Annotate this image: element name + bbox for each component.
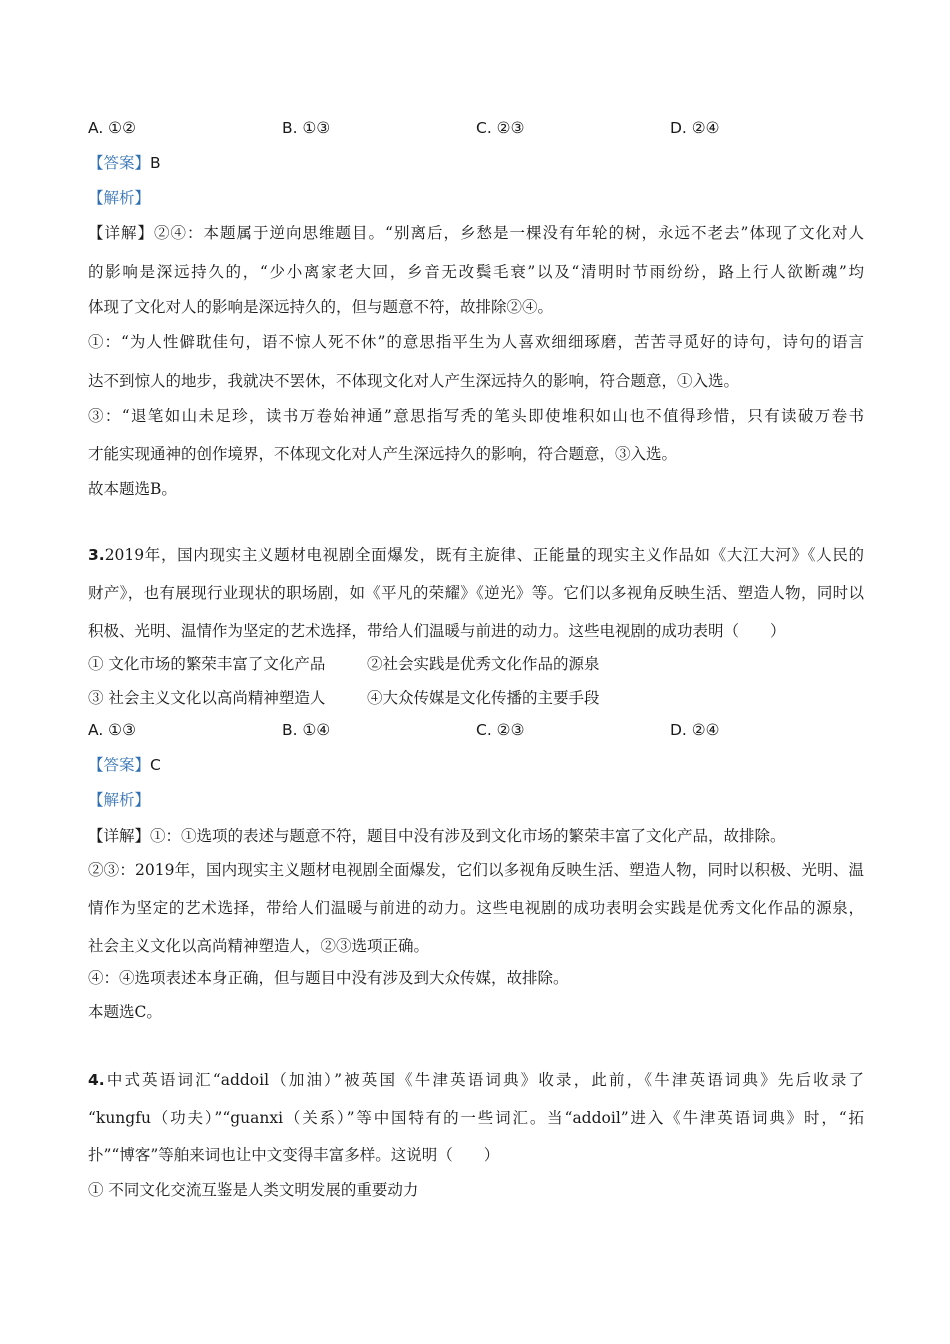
q2-analysis-line: ③：“退笔如山未足珍，读书万卷始神通”意思指写秃的笔头即使堆积如山也不值得珍惜，只有读破万卷书 — [88, 407, 864, 425]
q2-answer — [88, 153, 161, 173]
q4-stem-line: 4.中式英语词汇“addoil（加油）”被英国《牛津英语词典》收录，此前，《牛津英语词典》先后收录了 — [88, 1071, 864, 1089]
answer-value: B — [150, 154, 161, 172]
question-number: 4. — [88, 1071, 105, 1089]
q3-analysis-line: 本题选C。 — [88, 1003, 162, 1021]
q2-option-a[interactable]: A. ①② — [88, 119, 136, 137]
q4-stem-line: 扑”“博客”等舶来词也让中文变得丰富多样。这说明（ ） — [88, 1146, 500, 1164]
question-number: 3. — [88, 546, 105, 564]
q3-option-d[interactable]: D. ②④ — [670, 721, 720, 739]
q3-statement: ④大众传媒是文化传播的主要手段 — [367, 689, 600, 707]
q2-option-b[interactable]: B. ①③ — [282, 119, 331, 137]
q2-option-c[interactable]: C. ②③ — [476, 119, 525, 137]
q3-analysis-line: 情作为坚定的艺术选择，带给人们温暖与前进的动力。这些电视剧的成功表明会实践是优秀文化作品的源泉， — [88, 899, 864, 917]
q3-option-a[interactable]: A. ①③ — [88, 721, 136, 739]
q4-statement: ① 不同文化交流互鉴是人类文明发展的重要动力 — [88, 1181, 419, 1199]
q2-analysis-line: 体现了文化对人的影响是深远持久的，但与题意不符，故排除②④。 — [88, 298, 554, 316]
q2-analysis-line: 【详解】②④：本题属于逆向思维题目。“别离后，乡愁是一棵没有年轮的树，永远不老去”体现了文化对人 — [88, 224, 864, 242]
q3-analysis-line: 【详解】①：①选项的表述与题意不符，题目中没有涉及到文化市场的繁荣丰富了文化产品，故排除。 — [88, 827, 786, 845]
q3-option-b[interactable]: B. ①④ — [282, 721, 331, 739]
q4-stem-line: “kungfu（功夫）”“guanxi（关系）”等中国特有的一些词汇。当“addoil”进入《牛津英语词典》时，“拓 — [88, 1109, 864, 1127]
q3-statement: ②社会实践是优秀文化作品的源泉 — [367, 655, 600, 673]
q2-analysis-line: 故本题选B。 — [88, 480, 177, 498]
q2-analysis-line: 达不到惊人的地步，我就决不罢休，不体现文化对人产生深远持久的影响，符合题意，①入选。 — [88, 372, 740, 390]
q3-statement: ③ 社会主义文化以高尚精神塑造人 — [88, 689, 326, 707]
q3-statement: ① 文化市场的繁荣丰富了文化产品 — [88, 655, 326, 673]
q3-analysis-line: ②③：2019年，国内现实主义题材电视剧全面爆发，它们以多视角反映生活、塑造人物，同时以积极、光明、温 — [88, 861, 864, 879]
q3-stem-line: 3.2019年，国内现实主义题材电视剧全面爆发，既有主旋律、正能量的现实主义作品如《大江大河》《人民的 — [88, 546, 864, 564]
q3-analysis-line: 社会主义文化以高尚精神塑造人，②③选项正确。 — [88, 937, 430, 955]
q2-option-d[interactable]: D. ②④ — [670, 119, 720, 137]
q3-option-c[interactable]: C. ②③ — [476, 721, 525, 739]
q2-analysis-line: ①：“为人性僻耽佳句，语不惊人死不休”的意思指平生为人喜欢细细琢磨，苦苦寻觅好的诗句，诗句的语言 — [88, 333, 864, 351]
q2-analysis-tag: 【解析】 — [88, 189, 151, 207]
q3-stem-line: 财产》，也有展现行业现状的职场剧，如《平凡的荣耀》《逆光》等。它们以多视角反映生活、塑造人物，同时以 — [88, 584, 864, 602]
answer-value: C — [150, 756, 161, 774]
answer-tag: 【答案】 — [88, 154, 151, 172]
answer-tag: 【答案】 — [88, 756, 151, 774]
q3-answer — [88, 755, 161, 775]
q3-analysis-tag: 【解析】 — [88, 791, 151, 809]
q3-analysis-line: ④：④选项表述本身正确，但与题目中没有涉及到大众传媒，故排除。 — [88, 969, 569, 987]
q2-analysis-line: 的影响是深远持久的，“少小离家老大回，乡音无改鬓毛衰”以及“清明时节雨纷纷，路上行人欲断魂”均 — [88, 263, 864, 281]
q2-analysis-line: 才能实现通神的创作境界，不体现文化对人产生深远持久的影响，符合题意，③入选。 — [88, 445, 678, 463]
q3-stem-line: 积极、光明、温情作为坚定的艺术选择，带给人们温暖与前进的动力。这些电视剧的成功表明（ ） — [88, 622, 786, 640]
